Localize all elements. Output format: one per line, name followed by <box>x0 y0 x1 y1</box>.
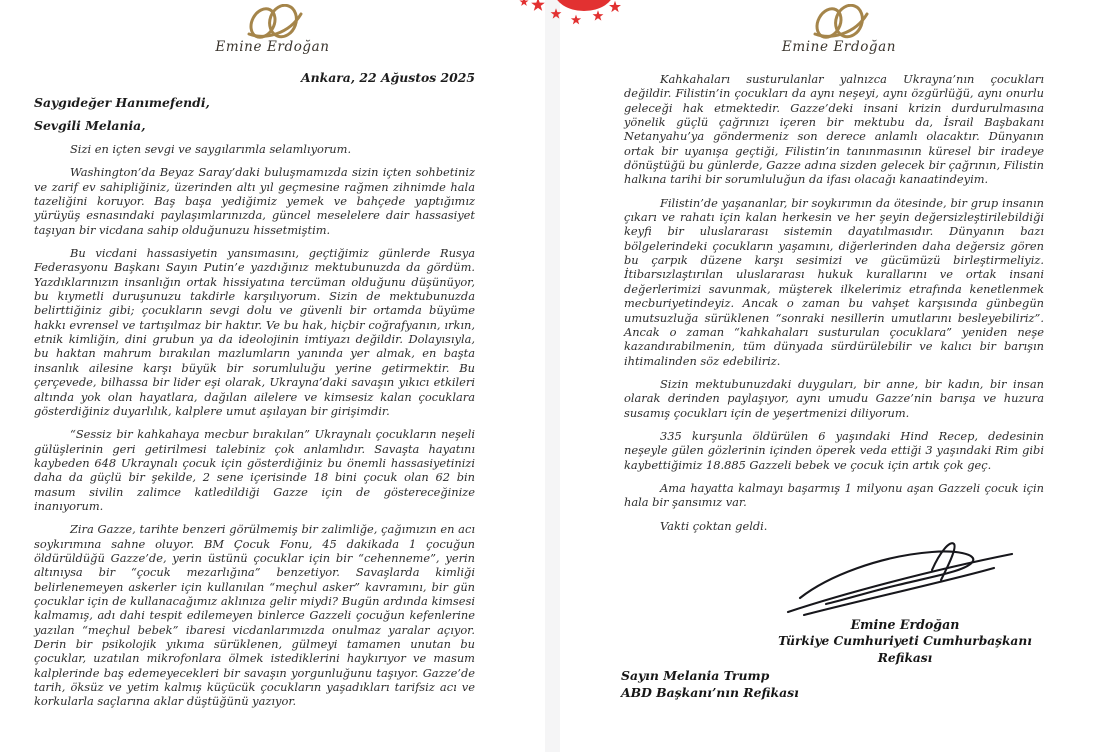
greeting-line: Sizi en içten sevgi ve saygılarımla selamlıyorum. <box>70 142 352 156</box>
paragraph-4: Zira Gazze, tarihte benzeri görülmemiş bir zalimliğe, çağımızın en acı soykırımına sahne oluyor. BM Çocuk Fonu, 45 dakikada 1 çocuğun öldürüldüğü Gazze’de, yerin üstünü çocuklar için bir “cehenneme”, yerin altınıysa bir “çocuk mezarlığına” benzetiyor. Savaşlarda kimliği belirlenemeyen askerler için kullanılan “meçhul asker” kavramını, bir gün çocuklar için de kullanacağımız aklınıza gelir miydi? Bugün ardında kimsesi kalmamış, adı dahi tespit edilemeyen binlerce Gazzeli çocuğun kefenlerine yazılan “meçhul bebek” ibaresi vicdanlarımızda onulmaz yaralar açıyor. Derin bir psikolojik yıkıma sürüklenen, gülmeyi tamamen unutan bu çocuklar, uzatılan mikrofonlara ölmek istediklerini haykırıyor ve masum kalplerinde baş edemeyecekleri bir savaşın yorgunluğunu taşıyor. Gazze’de tarih, öksüz ve yetim kalmış küçücük çocukların yaşadıkları tarifsiz acı ve korkularla saçlarına aklar düştüğünü yazıyor. <box>34 522 475 709</box>
page-gap-divider <box>545 0 560 752</box>
letterhead <box>0 4 545 55</box>
emine-erdogan-monogram-icon <box>795 4 883 42</box>
letter-page-2 <box>560 0 1118 752</box>
letterhead <box>560 4 1118 55</box>
paragraph-1: Washington’da Beyaz Saray’daki buluşmamızda sizin içten sohbetiniz ve zarif ev sahipliğiniz, üzerinden altı yıl geçmesine rağmen zihnimde hala tazeliğini koruyor. Baş başa yediğimiz yemek ve bahçede yaptığımız yürüyüş esnasındaki paylaşımlarınızda, güncel meselelere dair hassasiyet taşıyan bir vicdana sahip olduğunuzu hissetmiştim. <box>34 165 475 237</box>
handwritten-signature-icon <box>780 540 1030 616</box>
paragraph-9: Ama hayatta kalmayı başarmış 1 milyonu aşan Gazzeli çocuk için hala bir şansımız var. <box>624 480 1044 510</box>
closing-line: Vakti çoktan geldi. <box>660 518 768 533</box>
paragraph-6: Filistin’de yaşananlar, bir soykırımın da ötesinde, bir grup insanın çıkarı ve rahatı için kalan herkesin ve her şeyin değersizleştirilebildiği keyfi bir uluslararası sistemin dayatılmasıdır. Dünyanın bazı bölgelerindeki çocukların yaşamını, diğerlerinden daha değersiz gören bu çarpık düzene karşı sesimizi ve gücümüzü birleştirmeliyiz. İtibarsızlaştırılan uluslararası hukuk kurallarını ve ortak insani değerlerimizi savunmak, müşterek ilkelerimiz etrafında kenetlenmek mecburiyetindeyiz. Ancak o zaman bu vahşet karşısında günbegün umutsuzluğa sürüklenen “sonraki nesillerin umutlarını besleyebiliriz”. Ancak o zaman “kahkahaları susturulan çocuklara” yeniden neşe kazandırabilmenin, tüm dünyada sürdürülebilir ve kalıcı bir barışın ihtimalinden söz edebiliriz. <box>624 195 1044 368</box>
paragraph-5: Kahkahaları susturulanlar yalnızca Ukrayna’nın çocukları değildir. Filistin’in çocukları da aynı neşeyi, aynı özgürlüğü, aynı onurlu geleceği hak etmektedir. Gazze’deki insani krizin durdurulmasına yönelik güçlü çağrınızı içeren bir mektubu da, İsrail Başbakanı Netanyahu’ya göndermeniz son derece anlamlı olacaktır. Dünyanın ortak bir uyanışa geçtiği, Filistin’in tanınmasının küresel bir iradeye dönüştüğü bu günlerde, Gazze adına sizden gelecek bir çağrının, Filistin halkına tarihi bir sorumluluğun da ifası olacağı kanaatindeyim. <box>624 72 1044 187</box>
paragraph-8: 335 kurşunla öldürülen 6 yaşındaki Hind Recep, dedesinin neşeyle gülen gözlerinin içinden öperek veda ettiği 3 yaşındaki Rim gibi kaybettiğimiz 18.885 Gazzeli bebek ve çocuk için artık çok geç. <box>624 428 1044 472</box>
letterhead-name: Emine Erdoğan <box>215 39 330 55</box>
salutation-1: Saygıdeğer Hanımefendi, <box>34 95 210 110</box>
signer-name: Emine Erdoğan <box>850 617 960 632</box>
letterhead-name: Emine Erdoğan <box>781 39 897 55</box>
signature-area <box>765 540 1045 620</box>
recipient-block <box>621 668 799 701</box>
recipient-name: Sayın Melania Trump <box>621 668 770 683</box>
paragraph-3: “Sessiz bir kahkahaya mecbur bırakılan” Ukraynalı çocukların neşeli gülüşlerinin geri getirilmesi talebiniz çok anlamlıdır. Savaşta hayatını kaybeden 648 Ukraynalı çocuk için gösterdiğiniz bu önemli hassasiyetinizi daha da güçlü bir şekilde, 2 sene içerisinde 18 bini çocuk olan 62 bin masum sivilin zalimce katledildiği Gazze için de göstereceğinize inanıyorum. <box>34 427 475 513</box>
paragraph-7: Sizin mektubunuzdaki duyguları, bir anne, bir kadın, bir insan olarak derinden paylaşıyor, aynı umudu Gazze’nin barışa ve huzura susamış çocukları için de yeşertmenizi diliyorum. <box>624 376 1044 420</box>
signer-block <box>765 616 1045 667</box>
letter-body-right <box>624 58 1044 533</box>
signer-title: Türkiye Cumhuriyeti Cumhurbaşkanı Refikası <box>778 634 1032 665</box>
letter-body-left <box>34 58 475 709</box>
recipient-title: ABD Başkanı’nın Refikası <box>621 684 799 700</box>
emine-erdogan-monogram-icon <box>229 4 317 42</box>
date-line: Ankara, 22 Ağustos 2025 <box>300 70 475 85</box>
red-stars-emblem-icon <box>512 0 632 46</box>
paragraph-2: Bu vicdani hassasiyetin yansımasını, geçtiğimiz günlerde Rusya Federasyonu Başkanı Sayın Putin’e yazdığınız mektubunuzda da gördüm. Yazdıklarınızın insanlığın ortak hissiyatına tercüman olduğunu düşünüyor, bu kıymetli duruşunuzu takdirle karşılıyorum. Sizin de mektubunuzda belirttiğiniz gibi; çocukların sevgi dolu ve güvenli bir ortamda büyüme hakkı evrensel ve tartışılmaz bir haktır. Ve bu hak, hiçbir coğrafyanın, ırkın, etnik kimliğin, dini grubun ya da ideolojinin imtiyazı değildir. Dolayısıyla, bu haktan mahrum bırakılan mazlumların yanında yer almak, en başta insanlık ailesine karşı büyük bir sorumluluğu yerine getirmektir. Bu çerçevede, bilhassa bir lider eşi olarak, Ukrayna’daki savaşın yıkıcı etkileri altında yok olan hayatlara, dağılan ailelere ve kimsesiz kalan çocuklara gösterdiğiniz duyarlılık, kalplere umut aşılayan bir girişimdir. <box>34 246 475 418</box>
letter-page-1 <box>0 0 545 752</box>
salutation-2: Sevgili Melania, <box>34 118 146 133</box>
